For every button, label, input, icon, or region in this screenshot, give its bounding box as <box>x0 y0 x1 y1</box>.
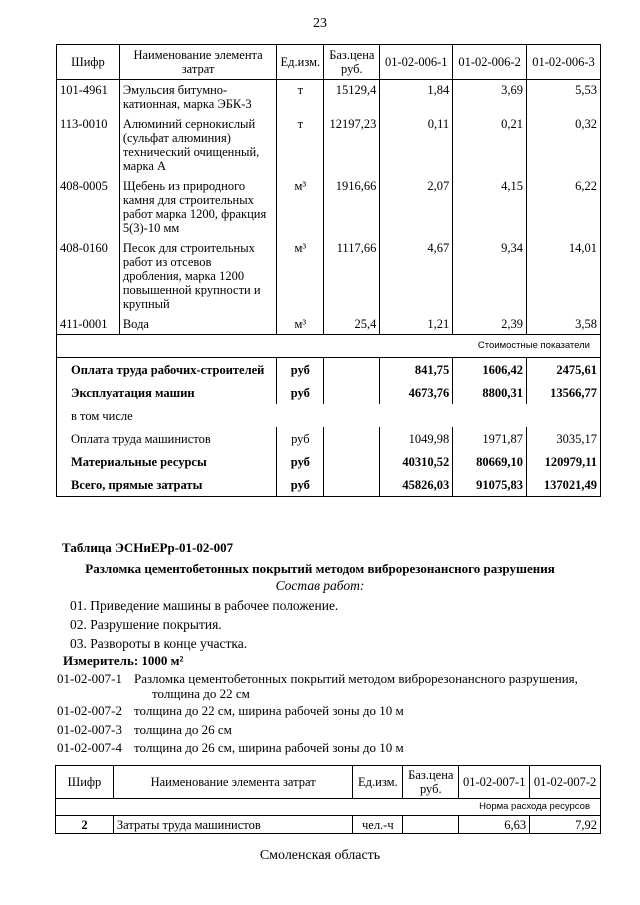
summary-price <box>324 473 380 497</box>
table-row <box>56 816 601 834</box>
band-label: Норма расхода ресурсов <box>56 799 601 816</box>
cell-v3: 6,22 <box>527 176 601 238</box>
cell-v2: 0,21 <box>453 114 527 176</box>
summary-v1: 45826,03 <box>380 473 453 497</box>
resources-table-007 <box>55 765 601 834</box>
work-item: 01. Приведение машины в рабочее положение. <box>70 598 339 613</box>
cell-v1: 1,21 <box>380 314 453 335</box>
cell-price: 1117,66 <box>324 238 380 314</box>
summary-unit: руб <box>277 427 324 450</box>
header-name: Наименование элемента затрат <box>119 45 277 80</box>
cell-v3: 3,58 <box>527 314 601 335</box>
summary-v3: 2475,61 <box>527 358 601 382</box>
item-code: 01-02-007-3 <box>57 722 122 737</box>
item-text: толщина до 26 см <box>134 722 232 737</box>
table-row <box>57 114 601 176</box>
item-text: толщина до 22 см, ширина рабочей зоны до 10 м <box>134 703 404 718</box>
summary-unit: руб <box>277 450 324 473</box>
summary-v2: 1971,87 <box>453 427 527 450</box>
table-row <box>57 80 601 115</box>
summary-v2: 80669,10 <box>453 450 527 473</box>
summary-label: в том числе <box>57 404 277 427</box>
cell-unit: м³ <box>277 314 324 335</box>
header-col1: 01-02-007-1 <box>459 766 530 799</box>
cell-v2: 4,15 <box>453 176 527 238</box>
cell-name: Затраты труда машинистов <box>113 816 352 834</box>
cell-code: 101-4961 <box>57 80 120 115</box>
summary-row <box>57 358 601 382</box>
summary-unit: руб <box>277 473 324 497</box>
summary-empty <box>277 404 601 427</box>
header-code: Шифр <box>57 45 120 80</box>
summary-v1: 841,75 <box>380 358 453 382</box>
table-row <box>57 176 601 238</box>
cell-v2: 7,92 <box>530 816 601 834</box>
cell-name: Вода <box>119 314 277 335</box>
resources-table-006 <box>56 44 601 497</box>
item-code: 01-02-007-2 <box>57 703 122 718</box>
summary-price <box>324 358 380 382</box>
cell-code: 408-0160 <box>57 238 120 314</box>
works-heading: Состав работ: <box>275 578 365 593</box>
cell-price: 25,4 <box>324 314 380 335</box>
summary-v2: 8800,31 <box>453 381 527 404</box>
cell-unit: т <box>277 114 324 176</box>
norm-band <box>56 799 601 816</box>
cell-name: Щебень из природного камня для строительных работ марка 1200, фракция 5(3)-10 мм <box>119 176 277 238</box>
cell-unit: чел.-ч <box>353 816 403 834</box>
table-header <box>56 766 601 799</box>
summary-price <box>324 450 380 473</box>
summary-row <box>57 427 601 450</box>
page-number: 23 <box>313 16 327 31</box>
cell-v3: 5,53 <box>527 80 601 115</box>
cell-v3: 14,01 <box>527 238 601 314</box>
summary-label: Материальные ресурсы <box>57 450 277 473</box>
cell-v2: 2,39 <box>453 314 527 335</box>
cell-v2: 3,69 <box>453 80 527 115</box>
summary-v3: 3035,17 <box>527 427 601 450</box>
meter: Измеритель: 1000 м² <box>63 653 184 668</box>
cell-v2: 9,34 <box>453 238 527 314</box>
summary-v3: 13566,77 <box>527 381 601 404</box>
footer-region: Смоленская область <box>259 848 381 863</box>
summary-label: Оплата труда машинистов <box>57 427 277 450</box>
item-text: толщина до 26 см, ширина рабочей зоны до 10 м <box>134 740 404 755</box>
work-item: 02. Разрушение покрытия. <box>70 617 222 632</box>
cell-v1: 0,11 <box>380 114 453 176</box>
summary-v3: 120979,11 <box>527 450 601 473</box>
header-price: Баз.цена руб. <box>403 766 459 799</box>
cell-name: Алюминий сернокислый (сульфат алюминия) технический очищенный, марка А <box>119 114 277 176</box>
summary-label: Эксплуатация машин <box>57 381 277 404</box>
cell-unit: м³ <box>277 238 324 314</box>
cell-unit: т <box>277 80 324 115</box>
table-row <box>57 238 601 314</box>
header-name: Наименование элемента затрат <box>113 766 352 799</box>
item-code: 01-02-007-1 <box>57 671 122 686</box>
cell-unit: м³ <box>277 176 324 238</box>
cell-v1: 2,07 <box>380 176 453 238</box>
table-row <box>57 314 601 335</box>
summary-price <box>324 381 380 404</box>
header-code: Шифр <box>56 766 114 799</box>
cell-price: 12197,23 <box>324 114 380 176</box>
summary-row <box>57 450 601 473</box>
table-header <box>57 45 601 80</box>
header-col3: 01-02-006-3 <box>527 45 601 80</box>
cell-v1: 1,84 <box>380 80 453 115</box>
summary-v3: 137021,49 <box>527 473 601 497</box>
summary-v2: 1606,42 <box>453 358 527 382</box>
header-unit: Ед.изм. <box>277 45 324 80</box>
summary-v2: 91075,83 <box>453 473 527 497</box>
cell-v3: 0,32 <box>527 114 601 176</box>
cell-price: 15129,4 <box>324 80 380 115</box>
cell-name: Эмульсия битумно-катионная, марка ЭБК-3 <box>119 80 277 115</box>
summary-unit: руб <box>277 381 324 404</box>
cell-name: Песок для строительных работ из отсевов дробления, марка 1200 повышенной крупности и крупный <box>119 238 277 314</box>
summary-v1: 1049,98 <box>380 427 453 450</box>
summary-row <box>57 473 601 497</box>
cell-code: 113-0010 <box>57 114 120 176</box>
item-code: 01-02-007-4 <box>57 740 122 755</box>
cell-code: 408-0005 <box>57 176 120 238</box>
header-col1: 01-02-006-1 <box>380 45 453 80</box>
item-text: Разломка цементобетонных покрытий методом виброрезонансного разрушения, <box>134 671 578 686</box>
summary-v1: 4673,76 <box>380 381 453 404</box>
summary-unit: руб <box>277 358 324 382</box>
band-label: Стоимостные показатели <box>57 335 601 358</box>
table-id: Таблица ЭСНиЕРр-01-02-007 <box>62 540 234 555</box>
summary-row <box>57 381 601 404</box>
cell-price <box>403 816 459 834</box>
cost-indicators-band <box>57 335 601 358</box>
section-title: Разломка цементобетонных покрытий методом виброрезонансного разрушения <box>85 561 555 576</box>
cell-price: 1916,66 <box>324 176 380 238</box>
item-text-2: толщина до 22 см <box>152 686 250 701</box>
header-price: Баз.цена руб. <box>324 45 380 80</box>
cell-code: 411-0001 <box>57 314 120 335</box>
cell-v1: 6,63 <box>459 816 530 834</box>
cell-v1: 4,67 <box>380 238 453 314</box>
cell-code: 2 <box>56 816 114 834</box>
header-col2: 01-02-007-2 <box>530 766 601 799</box>
summary-price <box>324 427 380 450</box>
header-col2: 01-02-006-2 <box>453 45 527 80</box>
work-item: 03. Развороты в конце участка. <box>70 636 248 651</box>
summary-row <box>57 404 601 427</box>
header-unit: Ед.изм. <box>353 766 403 799</box>
summary-label: Оплата труда рабочих-строителей <box>57 358 277 382</box>
summary-label: Всего, прямые затраты <box>57 473 277 497</box>
summary-v1: 40310,52 <box>380 450 453 473</box>
